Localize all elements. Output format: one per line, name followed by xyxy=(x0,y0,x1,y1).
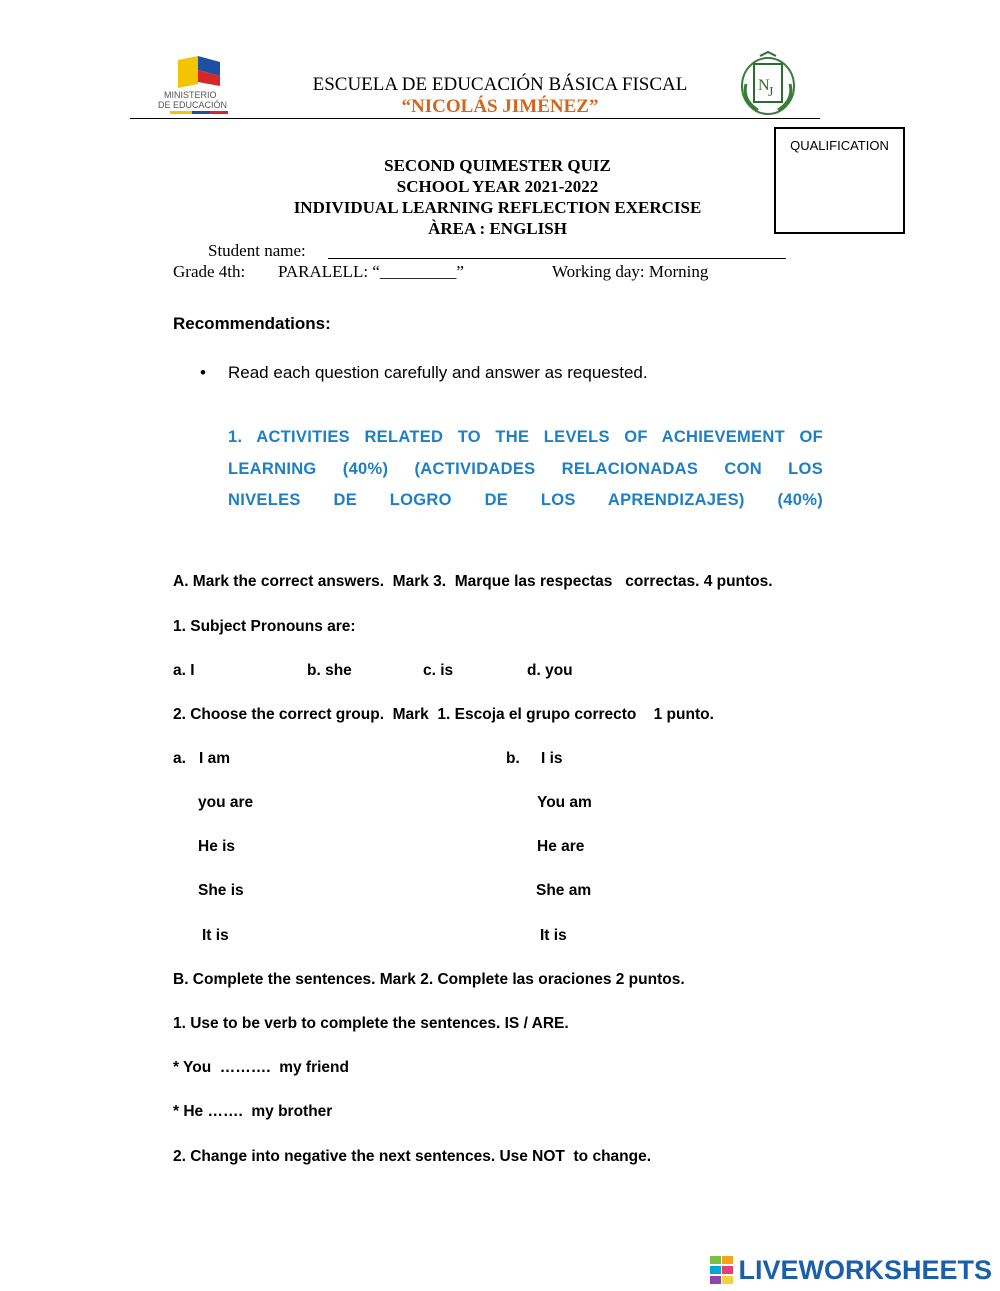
qualification-label: QUALIFICATION xyxy=(790,138,889,153)
school-name: ESCUELA DE EDUCACIÓN BÁSICA FISCAL xyxy=(312,74,688,95)
option-d[interactable]: d. you xyxy=(527,662,573,679)
liveworksheets-brand: LIVEWORKSHEETS xyxy=(738,1254,992,1285)
group-a-item: She is xyxy=(198,882,244,899)
question-1: 1. Subject Pronouns are: xyxy=(173,618,356,635)
recommendations-heading: Recommendations: xyxy=(173,314,331,333)
sentence-1[interactable]: * You ………. my friend xyxy=(173,1059,349,1076)
group-b-item: It is xyxy=(540,927,567,944)
school-seal-icon xyxy=(738,50,798,116)
option-a[interactable]: a. I xyxy=(173,662,195,679)
header-divider xyxy=(130,118,820,119)
part-b-question-2: 2. Change into negative the next sentences. Use NOT to change. xyxy=(173,1148,652,1165)
question-2: 2. Choose the correct group. Mark 1. Escoja el grupo correcto 1 punto. xyxy=(173,706,714,723)
group-b-item: He are xyxy=(537,838,585,855)
bullet-icon: • xyxy=(200,363,206,382)
working-day-label: Working day: Morning xyxy=(552,262,709,281)
group-a-item: It is xyxy=(202,927,229,944)
group-a-item: He is xyxy=(198,838,236,855)
title-school-year: SCHOOL YEAR 2021-2022 xyxy=(396,177,599,196)
recommendation-item: Read each question carefully and answer as requested. xyxy=(228,363,648,382)
school-subname: “NICOLÁS JIMÉNEZ” xyxy=(401,96,599,117)
group-b-item: She am xyxy=(536,882,592,899)
group-a-item: you are xyxy=(198,794,254,811)
student-name-label: Student name: xyxy=(208,241,306,260)
student-name-field[interactable] xyxy=(328,258,786,259)
title-exercise: INDIVIDUAL LEARNING REFLECTION EXERCISE xyxy=(293,198,702,217)
part-b-instruction: B. Complete the sentences. Mark 2. Complete las oraciones 2 puntos. xyxy=(173,971,685,988)
group-a-item: I am xyxy=(199,750,231,767)
grade-label: Grade 4th: xyxy=(173,262,246,281)
option-b[interactable]: b. she xyxy=(307,662,352,679)
svg-text:N: N xyxy=(758,77,770,94)
liveworksheets-icon xyxy=(710,1256,734,1284)
logo-text-ministerio: MINISTERIO xyxy=(164,90,217,100)
sentence-2[interactable]: * He ……. my brother xyxy=(173,1103,333,1120)
parallel-label: PARALELL: “_________” xyxy=(278,262,464,281)
part-b-question-1: 1. Use to be verb to complete the sentences. IS / ARE. xyxy=(173,1015,569,1032)
group-b-label[interactable]: b. xyxy=(506,750,520,767)
liveworksheets-logo[interactable] xyxy=(710,1253,992,1287)
group-b-item: I is xyxy=(541,750,563,767)
logo-text-educacion: DE EDUCACIÓN xyxy=(158,100,228,110)
group-b-item: You am xyxy=(537,794,592,811)
section-1-line: LEARNING (40%) (ACTIVIDADES RELACIONADAS CON LOS xyxy=(228,459,823,478)
section-1-heading xyxy=(228,422,823,517)
group-a-label[interactable]: a. xyxy=(173,750,186,767)
title-area: ÀREA : ENGLISH xyxy=(428,219,567,238)
part-a-instruction: A. Mark the correct answers. Mark 3. Marque las respectas correctas. 4 puntos. xyxy=(173,573,773,590)
option-c[interactable]: c. is xyxy=(423,662,454,679)
svg-text:J: J xyxy=(768,85,774,100)
section-1-line: 1. ACTIVITIES RELATED TO THE LEVELS OF ACHIEVEMENT OF xyxy=(228,428,823,446)
section-1-line: NIVELES DE LOGRO DE LOS APRENDIZAJES) (40%) xyxy=(228,491,823,509)
title-quiz: SECOND QUIMESTER QUIZ xyxy=(384,156,611,175)
